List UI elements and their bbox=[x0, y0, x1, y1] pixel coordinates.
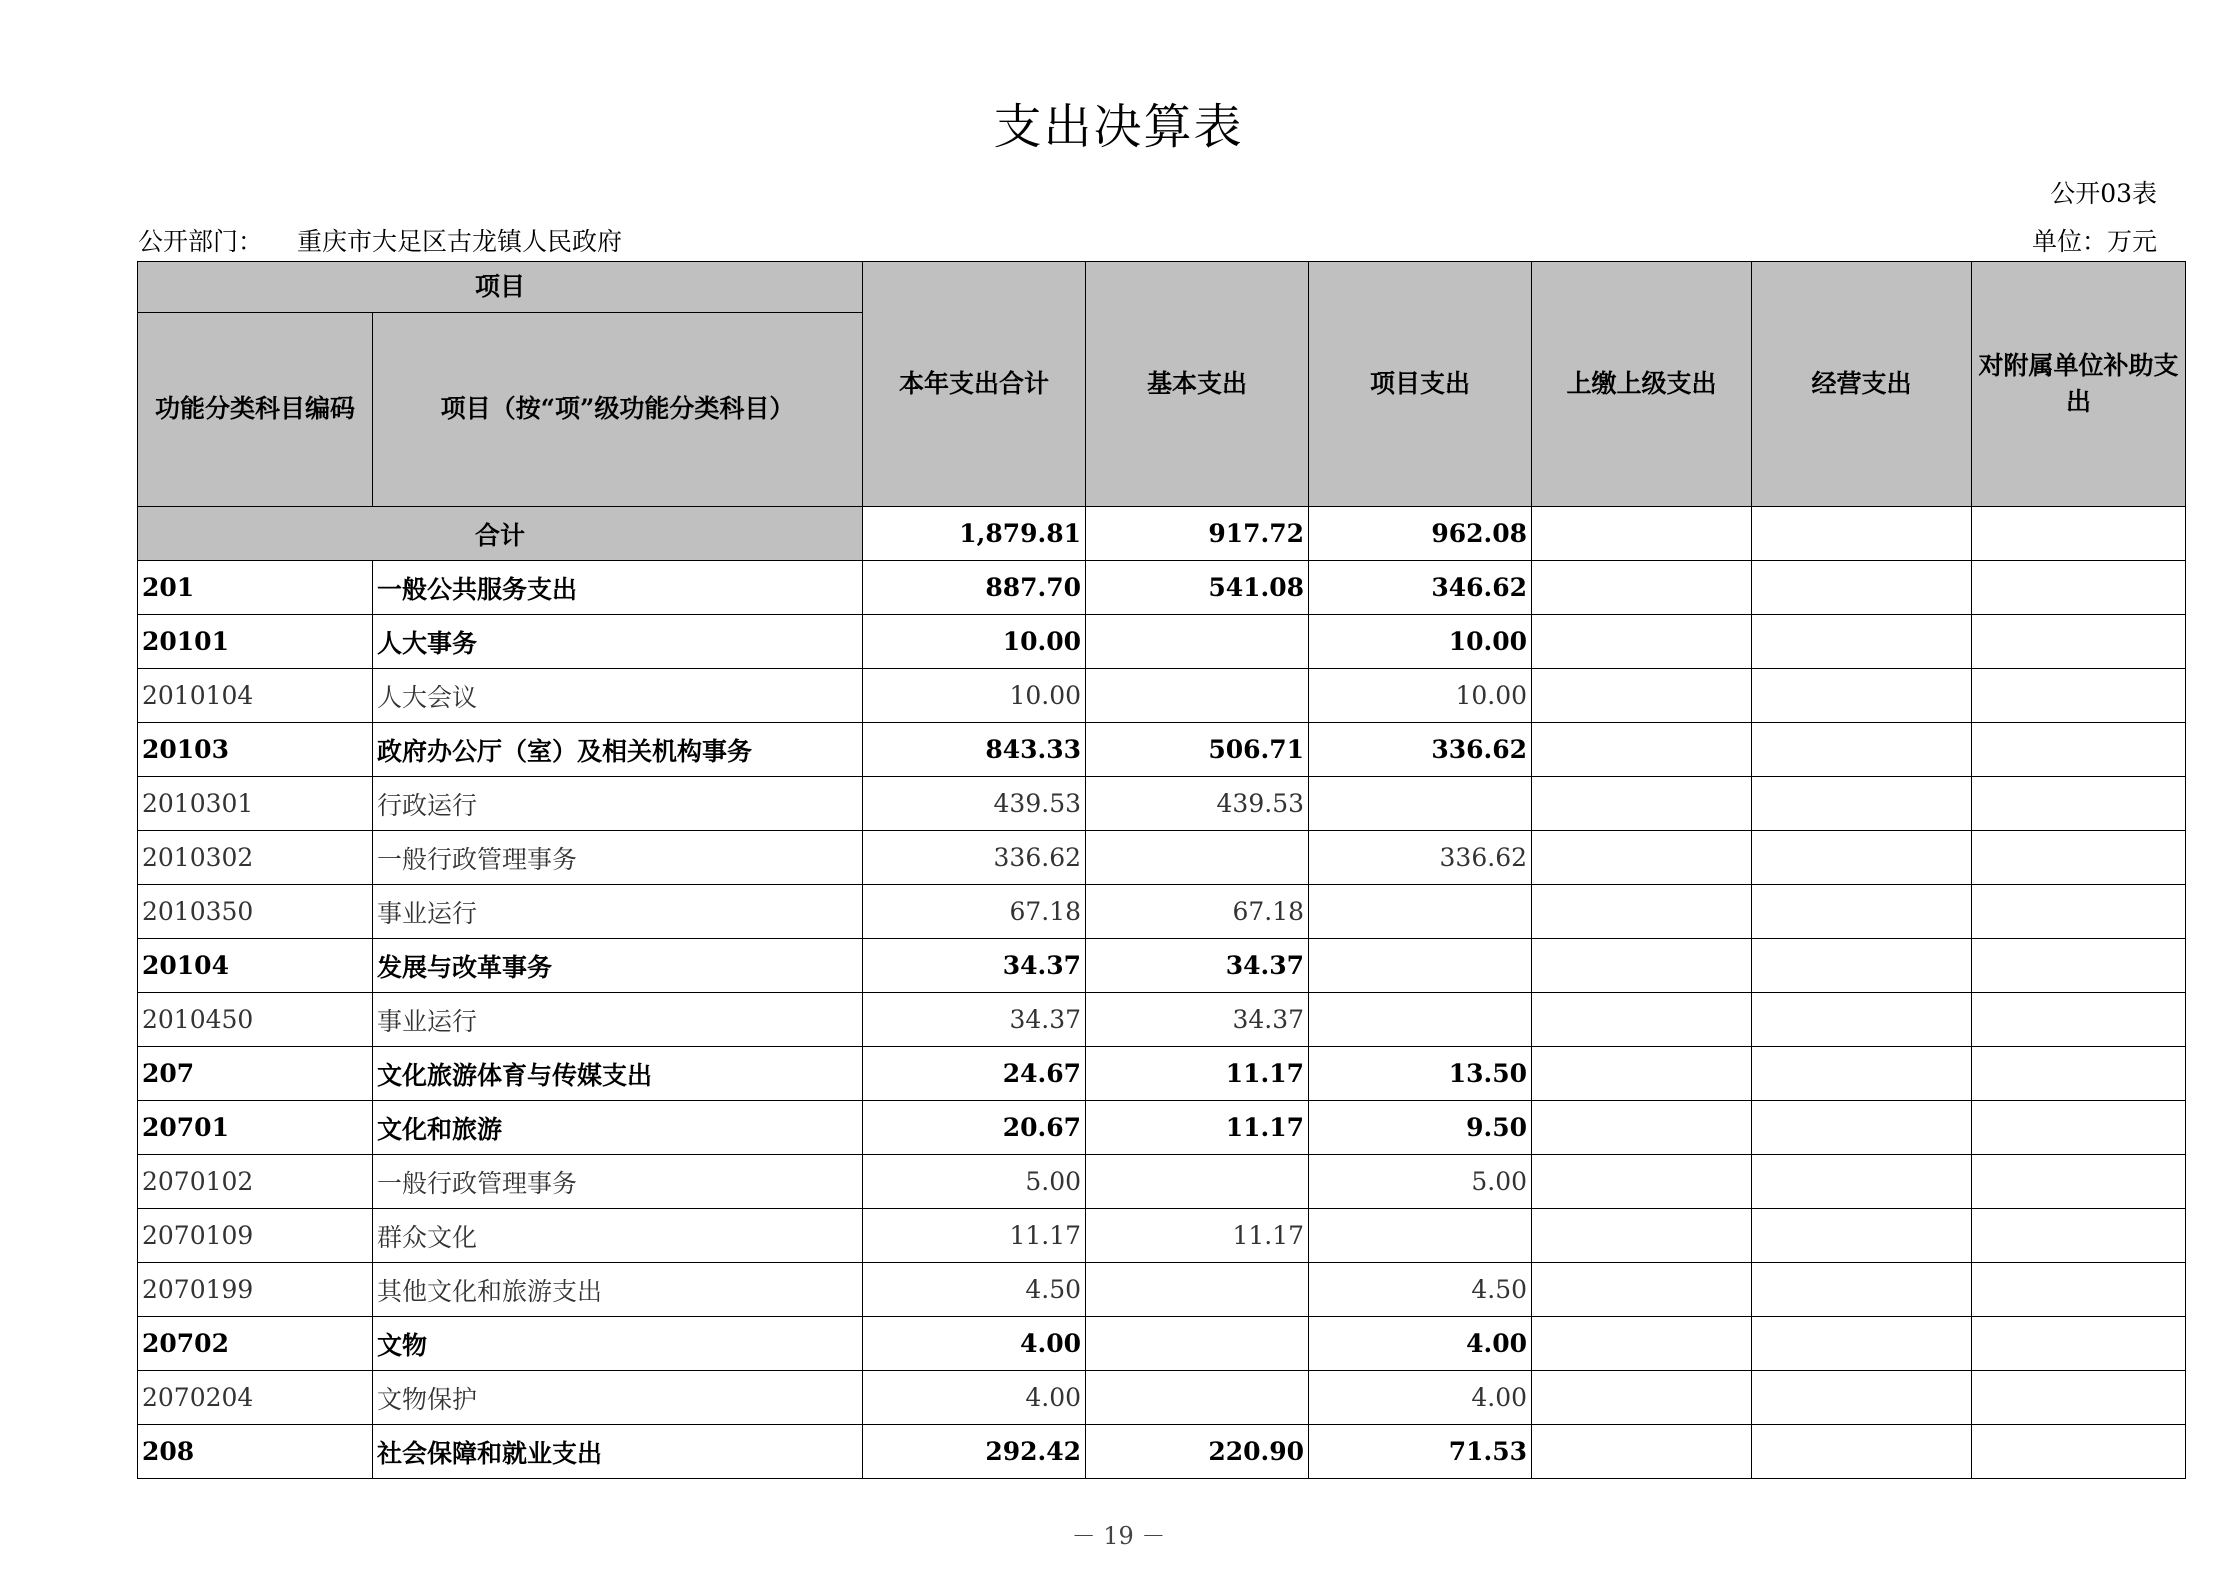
name-cell: 事业运行 bbox=[373, 993, 863, 1047]
subsidy-cell bbox=[1972, 1263, 2186, 1317]
unit-label: 单位：万元 bbox=[2031, 227, 2157, 256]
code-cell: 20702 bbox=[138, 1317, 373, 1371]
business-cell bbox=[1752, 1209, 1972, 1263]
total-cell: 34.37 bbox=[863, 939, 1086, 993]
business-cell bbox=[1752, 615, 1972, 669]
table-row bbox=[138, 1209, 2186, 1263]
business-cell bbox=[1752, 1155, 1972, 1209]
table-row bbox=[138, 615, 2186, 669]
upper-cell bbox=[1532, 1155, 1752, 1209]
project-cell: 71.53 bbox=[1309, 1425, 1532, 1479]
table-row bbox=[138, 723, 2186, 777]
code-cell: 2070204 bbox=[138, 1371, 373, 1425]
name-cell: 文物 bbox=[373, 1317, 863, 1371]
basic-cell: 34.37 bbox=[1086, 939, 1309, 993]
header-subsidy: 对附属单位补助支出 bbox=[1972, 262, 2186, 507]
basic-cell bbox=[1086, 669, 1309, 723]
name-cell: 文化旅游体育与传媒支出 bbox=[373, 1047, 863, 1101]
table-row bbox=[138, 561, 2186, 615]
code-cell: 20701 bbox=[138, 1101, 373, 1155]
table-row bbox=[138, 1047, 2186, 1101]
project-cell bbox=[1309, 939, 1532, 993]
table-row bbox=[138, 669, 2186, 723]
subsidy-cell bbox=[1972, 1317, 2186, 1371]
name-cell: 事业运行 bbox=[373, 885, 863, 939]
upper-cell bbox=[1532, 1425, 1752, 1479]
business-cell bbox=[1752, 939, 1972, 993]
header-basic: 基本支出 bbox=[1086, 262, 1309, 507]
header-business: 经营支出 bbox=[1752, 262, 1972, 507]
business-cell bbox=[1752, 993, 1972, 1047]
code-cell: 20103 bbox=[138, 723, 373, 777]
code-cell: 207 bbox=[138, 1047, 373, 1101]
upper-cell bbox=[1532, 1209, 1752, 1263]
subsidy-cell bbox=[1972, 723, 2186, 777]
name-cell: 发展与改革事务 bbox=[373, 939, 863, 993]
code-cell: 2070102 bbox=[138, 1155, 373, 1209]
upper-cell bbox=[1532, 723, 1752, 777]
business-cell bbox=[1752, 1101, 1972, 1155]
name-cell: 社会保障和就业支出 bbox=[373, 1425, 863, 1479]
subsidy-cell bbox=[1972, 1425, 2186, 1479]
total-label: 合计 bbox=[138, 507, 863, 561]
total-cell: 34.37 bbox=[863, 993, 1086, 1047]
header-upper: 上缴上级支出 bbox=[1532, 262, 1752, 507]
subsidy-cell bbox=[1972, 1155, 2186, 1209]
subsidy-cell bbox=[1972, 1047, 2186, 1101]
upper-cell bbox=[1532, 993, 1752, 1047]
table-row bbox=[138, 777, 2186, 831]
project-cell: 4.00 bbox=[1309, 1317, 1532, 1371]
basic-cell: 220.90 bbox=[1086, 1425, 1309, 1479]
upper-cell bbox=[1532, 831, 1752, 885]
code-cell: 2010350 bbox=[138, 885, 373, 939]
basic-cell bbox=[1086, 1263, 1309, 1317]
code-cell: 2010301 bbox=[138, 777, 373, 831]
table-row bbox=[138, 993, 2186, 1047]
business-cell bbox=[1752, 669, 1972, 723]
total-cell: 20.67 bbox=[863, 1101, 1086, 1155]
business-cell bbox=[1752, 561, 1972, 615]
project-cell: 4.50 bbox=[1309, 1263, 1532, 1317]
total-cell: 4.00 bbox=[863, 1371, 1086, 1425]
code-cell: 2010302 bbox=[138, 831, 373, 885]
upper-cell bbox=[1532, 777, 1752, 831]
total-basic-cell: 917.72 bbox=[1086, 507, 1309, 561]
total-cell: 439.53 bbox=[863, 777, 1086, 831]
subsidy-cell bbox=[1972, 669, 2186, 723]
project-cell: 346.62 bbox=[1309, 561, 1532, 615]
business-cell bbox=[1752, 1371, 1972, 1425]
subsidy-cell bbox=[1972, 993, 2186, 1047]
code-cell: 2070199 bbox=[138, 1263, 373, 1317]
upper-cell bbox=[1532, 1263, 1752, 1317]
business-cell bbox=[1752, 1317, 1972, 1371]
project-cell: 10.00 bbox=[1309, 669, 1532, 723]
name-cell: 一般行政管理事务 bbox=[373, 831, 863, 885]
basic-cell: 11.17 bbox=[1086, 1047, 1309, 1101]
project-cell: 13.50 bbox=[1309, 1047, 1532, 1101]
basic-cell: 67.18 bbox=[1086, 885, 1309, 939]
total-cell: 5.00 bbox=[863, 1155, 1086, 1209]
name-cell: 一般公共服务支出 bbox=[373, 561, 863, 615]
total-business-cell bbox=[1752, 507, 1972, 561]
business-cell bbox=[1752, 885, 1972, 939]
basic-cell: 506.71 bbox=[1086, 723, 1309, 777]
basic-cell: 11.17 bbox=[1086, 1101, 1309, 1155]
total-cell: 67.18 bbox=[863, 885, 1086, 939]
total-cell: 336.62 bbox=[863, 831, 1086, 885]
business-cell bbox=[1752, 1263, 1972, 1317]
department-value: 重庆市大足区古龙镇人民政府 bbox=[297, 227, 623, 256]
department-label: 公开部门： bbox=[138, 227, 264, 256]
upper-cell bbox=[1532, 1047, 1752, 1101]
code-cell: 2070109 bbox=[138, 1209, 373, 1263]
total-cell: 292.42 bbox=[863, 1425, 1086, 1479]
header-project: 项目 bbox=[138, 262, 863, 313]
total-project-cell: 962.08 bbox=[1309, 507, 1532, 561]
upper-cell bbox=[1532, 939, 1752, 993]
name-cell: 文物保护 bbox=[373, 1371, 863, 1425]
project-cell: 10.00 bbox=[1309, 615, 1532, 669]
header-code: 功能分类科目编码 bbox=[138, 313, 373, 507]
subsidy-cell bbox=[1972, 831, 2186, 885]
header-name: 项目（按“项”级功能分类科目） bbox=[373, 313, 863, 507]
upper-cell bbox=[1532, 885, 1752, 939]
basic-cell: 439.53 bbox=[1086, 777, 1309, 831]
upper-cell bbox=[1532, 1371, 1752, 1425]
code-cell: 20104 bbox=[138, 939, 373, 993]
name-cell: 其他文化和旅游支出 bbox=[373, 1263, 863, 1317]
table-row bbox=[138, 1425, 2186, 1479]
code-cell: 201 bbox=[138, 561, 373, 615]
name-cell: 人大会议 bbox=[373, 669, 863, 723]
expenditure-table bbox=[137, 261, 2186, 1479]
basic-cell: 34.37 bbox=[1086, 993, 1309, 1047]
table-row bbox=[138, 1101, 2186, 1155]
business-cell bbox=[1752, 723, 1972, 777]
project-cell bbox=[1309, 885, 1532, 939]
table-row bbox=[138, 1317, 2186, 1371]
header-project-expense: 项目支出 bbox=[1309, 262, 1532, 507]
project-cell bbox=[1309, 993, 1532, 1047]
total-row bbox=[138, 507, 2186, 561]
basic-cell bbox=[1086, 615, 1309, 669]
name-cell: 文化和旅游 bbox=[373, 1101, 863, 1155]
project-cell bbox=[1309, 1209, 1532, 1263]
code-cell: 208 bbox=[138, 1425, 373, 1479]
subsidy-cell bbox=[1972, 939, 2186, 993]
total-cell: 10.00 bbox=[863, 669, 1086, 723]
page-number: － 19 － bbox=[1071, 1522, 1166, 1550]
basic-cell bbox=[1086, 831, 1309, 885]
name-cell: 群众文化 bbox=[373, 1209, 863, 1263]
project-cell: 336.62 bbox=[1309, 831, 1532, 885]
total-cell: 4.50 bbox=[863, 1263, 1086, 1317]
code-cell: 20101 bbox=[138, 615, 373, 669]
project-cell: 5.00 bbox=[1309, 1155, 1532, 1209]
code-cell: 2010450 bbox=[138, 993, 373, 1047]
upper-cell bbox=[1532, 669, 1752, 723]
project-cell: 4.00 bbox=[1309, 1371, 1532, 1425]
total-cell: 1,879.81 bbox=[863, 507, 1086, 561]
upper-cell bbox=[1532, 561, 1752, 615]
total-cell: 10.00 bbox=[863, 615, 1086, 669]
subsidy-cell bbox=[1972, 615, 2186, 669]
name-cell: 一般行政管理事务 bbox=[373, 1155, 863, 1209]
business-cell bbox=[1752, 777, 1972, 831]
form-number: 公开03表 bbox=[2050, 179, 2157, 208]
total-cell: 843.33 bbox=[863, 723, 1086, 777]
table-row bbox=[138, 831, 2186, 885]
table-row bbox=[138, 939, 2186, 993]
upper-cell bbox=[1532, 615, 1752, 669]
name-cell: 政府办公厅（室）及相关机构事务 bbox=[373, 723, 863, 777]
total-upper-cell bbox=[1532, 507, 1752, 561]
basic-cell: 11.17 bbox=[1086, 1209, 1309, 1263]
subsidy-cell bbox=[1972, 1371, 2186, 1425]
subsidy-cell bbox=[1972, 1209, 2186, 1263]
total-cell: 4.00 bbox=[863, 1317, 1086, 1371]
name-cell: 行政运行 bbox=[373, 777, 863, 831]
subsidy-cell bbox=[1972, 885, 2186, 939]
table-row bbox=[138, 1263, 2186, 1317]
business-cell bbox=[1752, 1425, 1972, 1479]
total-subsidy-cell bbox=[1972, 507, 2186, 561]
header-total: 本年支出合计 bbox=[863, 262, 1086, 507]
basic-cell bbox=[1086, 1155, 1309, 1209]
basic-cell bbox=[1086, 1317, 1309, 1371]
department-line bbox=[138, 222, 622, 258]
subsidy-cell bbox=[1972, 1101, 2186, 1155]
business-cell bbox=[1752, 1047, 1972, 1101]
total-cell: 24.67 bbox=[863, 1047, 1086, 1101]
code-cell: 2010104 bbox=[138, 669, 373, 723]
upper-cell bbox=[1532, 1317, 1752, 1371]
subsidy-cell bbox=[1972, 777, 2186, 831]
project-cell: 9.50 bbox=[1309, 1101, 1532, 1155]
table-row bbox=[138, 1371, 2186, 1425]
total-cell: 11.17 bbox=[863, 1209, 1086, 1263]
upper-cell bbox=[1532, 1101, 1752, 1155]
basic-cell bbox=[1086, 1371, 1309, 1425]
total-cell: 887.70 bbox=[863, 561, 1086, 615]
table-row bbox=[138, 885, 2186, 939]
page-title: 支出决算表 bbox=[993, 99, 1244, 155]
project-cell bbox=[1309, 777, 1532, 831]
table-row bbox=[138, 1155, 2186, 1209]
project-cell: 336.62 bbox=[1309, 723, 1532, 777]
business-cell bbox=[1752, 831, 1972, 885]
basic-cell: 541.08 bbox=[1086, 561, 1309, 615]
name-cell: 人大事务 bbox=[373, 615, 863, 669]
subsidy-cell bbox=[1972, 561, 2186, 615]
